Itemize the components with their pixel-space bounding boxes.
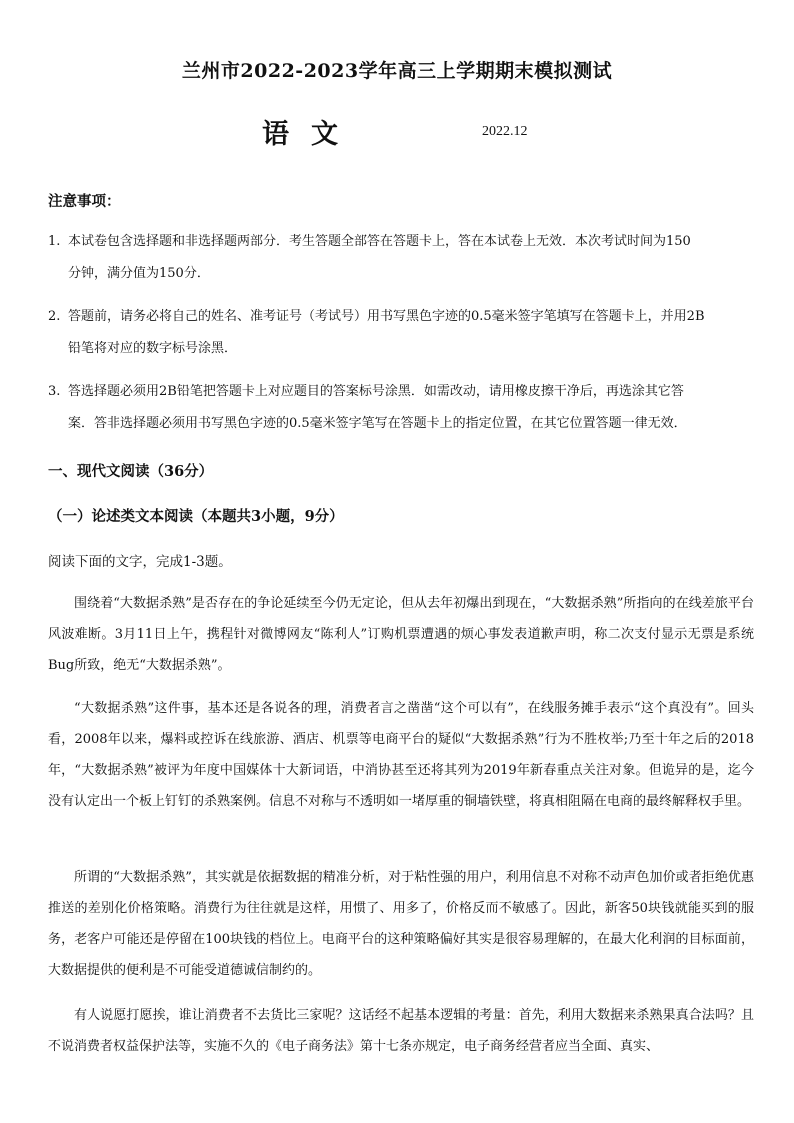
note-text-line2: 分钟，满分值为150分． bbox=[68, 266, 210, 281]
reading-instruction: 阅读下面的文字，完成1-3题。 bbox=[48, 554, 232, 570]
note-item-1 bbox=[48, 226, 748, 290]
section-heading: 一、现代文阅读（36分） bbox=[48, 463, 214, 480]
note-number: 1. bbox=[48, 234, 61, 249]
body-paragraph-1: 围绕着“大数据杀熟”是否存在的争论延续至今仍无定论，但从去年初爆出到现在，“大数据杀熟”所指向的在线差旅平台风波难断。3月11日上午，携程针对微博网友“陈利人”订购机票遭遇的烦心事发表道歉声明，称二次支付显示无票是系统Bug所致，绝无“大数据杀熟”。 bbox=[48, 596, 754, 673]
body-paragraph-4: 有人说愿打愿挨，谁让消费者不去货比三家呢？这话经不起基本逻辑的考量：首先，利用大数据来杀熟果真合法吗？且不说消费者权益保护法等，实施不久的《电子商务法》第十七条亦规定，电子商务经营者应当全面、真实、 bbox=[48, 1008, 754, 1054]
subsection-heading: （一）论述类文本阅读（本题共3小题，9分） bbox=[48, 508, 344, 525]
notes-heading: 注意事项： bbox=[48, 193, 121, 210]
note-text-line1: 答选择题必须用2B铅笔把答题卡上对应题目的答案标号涂黑．如需改动，请用橡皮擦干净后，再选涂其它答 bbox=[68, 384, 684, 399]
note-number: 2. bbox=[48, 309, 61, 324]
note-text-line1: 答题前，请务必将自己的姓名、准考证号（考试号）用书写黑色字迹的0.5毫米签字笔填写在答题卡上，并用2B bbox=[68, 309, 705, 324]
note-text-line2: 案．答非选择题必须用书写黑色字迹的0.5毫米签字笔写在答题卡上的指定位置，在其它位置答题一律无效． bbox=[68, 416, 687, 431]
exam-date: 2022.12 bbox=[482, 124, 528, 139]
body-paragraph-2: “大数据杀熟”这件事，基本还是各说各的理，消费者言之凿凿“这个可以有”，在线服务摊手表示“这个真没有”。回头看，2008年以来，爆料或控诉在线旅游、酒店、机票等电商平台的疑似“大数据杀熟”行为不胜枚举;乃至十年之后的2018年，“大数据杀熟”被评为年度中国媒体十大新词语，中消协甚至还将其列为2019年新春重点关注对象。但诡异的是，迄今没有认定出一个板上钉钉的杀熟案例。信息不对称与不透明如一堵厚重的铜墙铁壁，将真相阻隔在电商的最终解释权手里。 bbox=[48, 701, 754, 809]
note-item-2 bbox=[48, 301, 748, 365]
subject-title: 语文 bbox=[262, 119, 360, 150]
exam-title: 兰州市2022-2023学年高三上学期期末模拟测试 bbox=[181, 60, 613, 82]
body-paragraph-3: 所谓的“大数据杀熟”，其实就是依据数据的精准分析，对于粘性强的用户，利用信息不对称不动声色加价或者拒绝优惠推送的差别化价格策略。消费行为往往就是这样，用惯了、用多了，价格反而不敏感了。因此，新客50块钱就能买到的服务，老客户可能还是停留在100块钱的档位上。电商平台的这种策略偏好其实是很容易理解的，在最大化利润的目标面前，大数据提供的便利是不可能受道德诚信制约的。 bbox=[48, 870, 754, 978]
note-item-3 bbox=[48, 376, 748, 440]
note-text-line2: 铅笔将对应的数字标号涂黑． bbox=[68, 341, 238, 356]
note-number: 3. bbox=[48, 384, 61, 399]
note-text-line1: 本试卷包含选择题和非选择题两部分．考生答题全部答在答题卡上，答在本试卷上无效．本次考试时间为150 bbox=[68, 234, 691, 249]
